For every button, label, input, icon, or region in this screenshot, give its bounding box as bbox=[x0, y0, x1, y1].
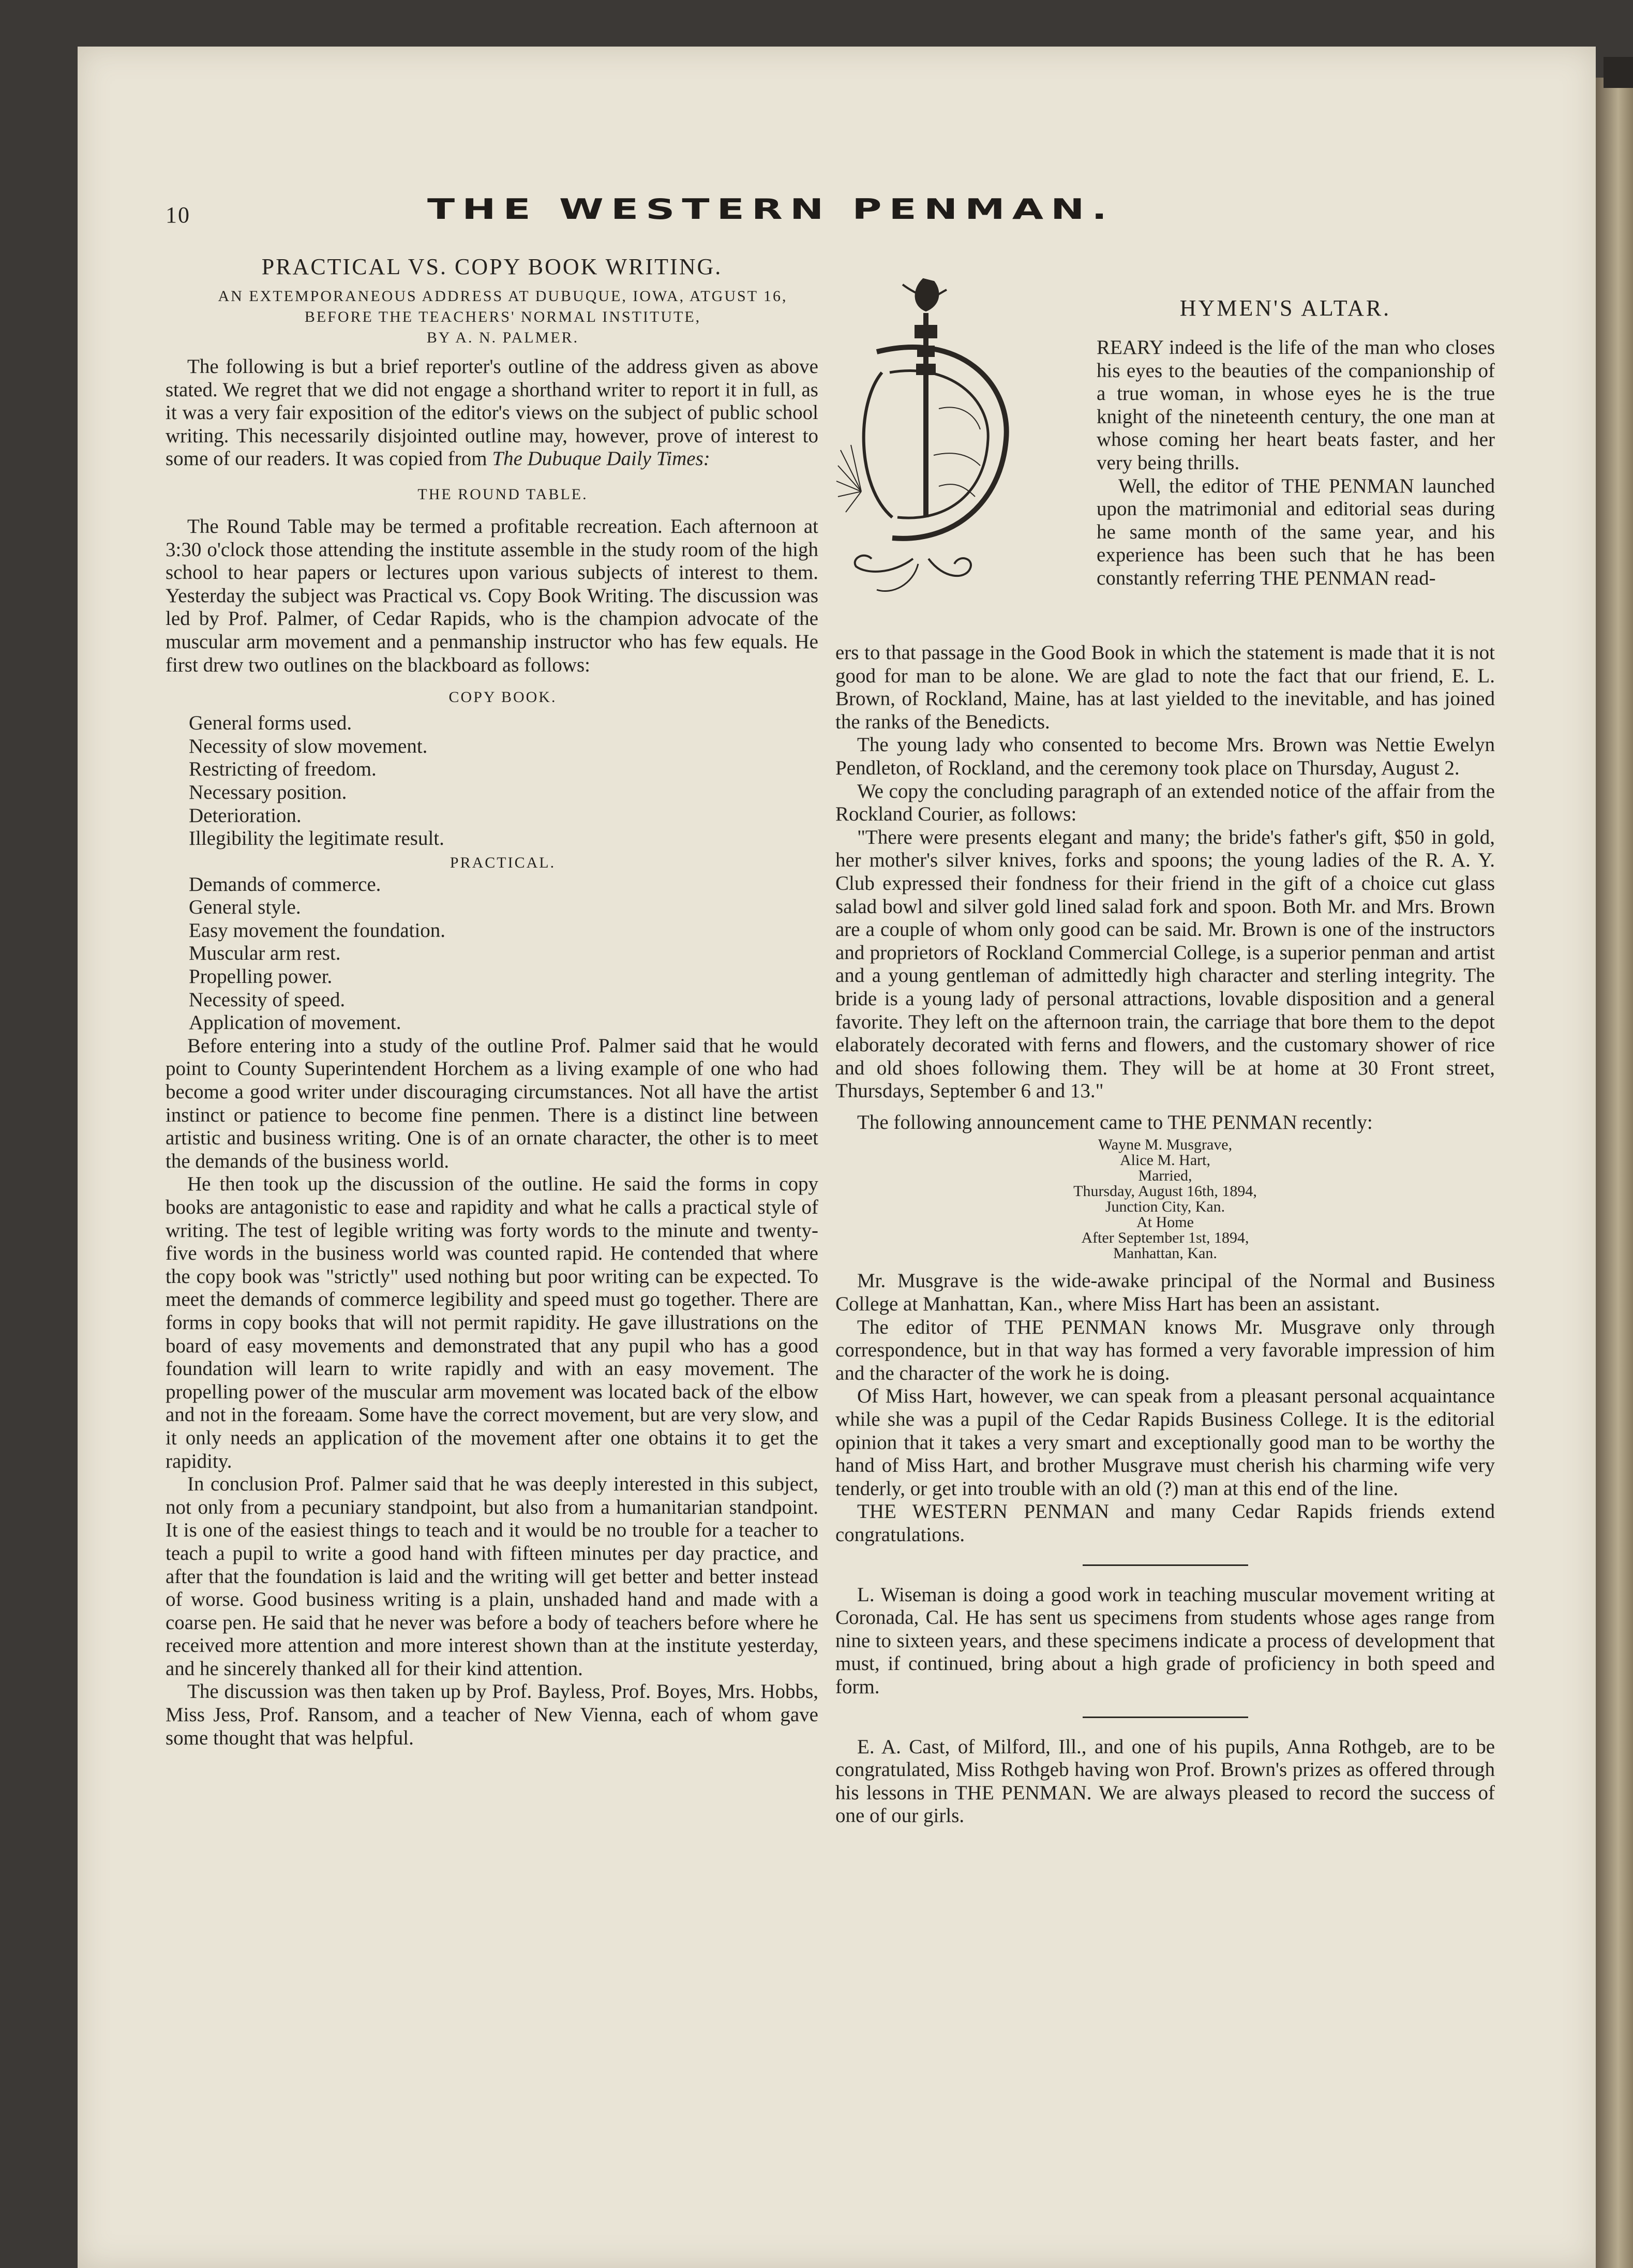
subtitle-line: BY A. N. PALMER. bbox=[426, 329, 579, 346]
announcement-line: Married, bbox=[1138, 1167, 1192, 1185]
left-column bbox=[166, 253, 818, 1750]
article-subtitle bbox=[166, 286, 818, 348]
list-heading: COPY BOOK. bbox=[448, 689, 557, 706]
announcement-line: Manhattan, Kan. bbox=[1113, 1245, 1217, 1262]
subtitle-line: BEFORE THE TEACHERS' NORMAL INSTITUTE, bbox=[304, 308, 701, 325]
announcement-line: Thursday, August 16th, 1894, bbox=[1073, 1183, 1257, 1200]
right-column bbox=[835, 641, 1495, 1828]
paragraph: Mr. Musgrave is the wide-awake principal of the Normal and Business College at Manhattan, Kan., where Miss Hart has been an assistant. bbox=[835, 1270, 1495, 1316]
list-heading: PRACTICAL. bbox=[450, 854, 556, 871]
list-item: Deterioration. bbox=[189, 804, 302, 827]
list-item: General forms used. bbox=[189, 712, 352, 735]
copy-book-list bbox=[189, 712, 818, 850]
masthead: THE WESTERN PENMAN. bbox=[427, 193, 1115, 226]
list-item: Necessity of speed. bbox=[189, 988, 346, 1011]
quoted-paragraph: "There were presents elegant and many; the bride's father's gift, $50 in gold, her mother's silver knives, forks and spoons; the young ladies of the R. A. Y. Club expressed their fondness for their friend in the gift of a choice cut glass salad bowl and silver gold lined salad fork and spoon. Both Mr. and Mrs. Brown are a couple of whom only good can be said. Mr. Brown is one of the instructors and proprietors of Rockland Commercial College, is a superior penman and artist and a young gentleman of admittedly high character and sterling integrity. The bride is a young lady of personal attractions, lovable disposition and a general favorite. They left on the afternoon train, the carriage that bore them to the depot elaborately decorated with ferns and flowers, and the customary shower of rice and old shoes following them. They will be at home at 30 Front street, Thursdays, September 6 and 13." bbox=[835, 826, 1495, 1102]
list-item: Restricting of freedom. bbox=[189, 758, 377, 781]
paragraph: The young lady who consented to become Mrs. Brown was Nettie Ewelyn Pendleton, of Rockland, and the ceremony took place on Thursday, August 2. bbox=[835, 734, 1495, 779]
list-item: Propelling power. bbox=[189, 965, 333, 988]
article-title: HYMEN'S ALTAR. bbox=[1179, 295, 1391, 321]
list-item: Illegibility the legitimate result. bbox=[189, 827, 444, 850]
announcement-line: At Home bbox=[1136, 1214, 1194, 1231]
article-title: PRACTICAL VS. COPY BOOK WRITING. bbox=[261, 254, 723, 279]
announcement-line: Alice M. Hart, bbox=[1120, 1152, 1210, 1169]
page-number: 10 bbox=[166, 202, 190, 228]
decorative-drop-cap-illustration bbox=[835, 269, 1022, 610]
announcement-line: After September 1st, 1894, bbox=[1081, 1229, 1249, 1247]
divider bbox=[1083, 1717, 1248, 1718]
list-item: Demands of commerce. bbox=[189, 873, 381, 896]
paragraph: ers to that passage in the Good Book in which the statement is made that it is not good for man to be alone. We are glad to note the fact that our friend, E. L. Brown, of Rockland, Maine, has at last yielded to the inevitable, and has joined the ranks of the Benedicts. bbox=[835, 641, 1495, 733]
news-note: E. A. Cast, of Milford, Ill., and one of his pupils, Anna Rothgeb, are to be congratulated, Miss Rothgeb having won Prof. Brown's prizes as offered through his lessons in THE PENMAN. We are always pleased to record the success of one of our girls. bbox=[835, 1735, 1495, 1827]
paragraph: THE WESTERN PENMAN and many Cedar Rapids friends extend congratulations. bbox=[835, 1500, 1495, 1546]
list-item: Necessity of slow movement. bbox=[189, 735, 428, 757]
news-note: L. Wiseman is doing a good work in teaching muscular movement writing at Coronada, Cal. He has sent us specimens from students whose ages range from nine to sixteen years, and these specimens indicate a process of development that must, if continued, bring about a high grade of proficiency in both speed and form. bbox=[835, 1583, 1495, 1698]
list-item: Muscular arm rest. bbox=[189, 942, 341, 965]
next-page-edge bbox=[1596, 78, 1633, 2268]
list-item: Necessary position. bbox=[189, 781, 347, 803]
paragraph: REARY indeed is the life of the man who closes his eyes to the beauties of the companionship of a true woman, in whose eyes he is the true knight of the nineteenth century, the one man at whose coming her heart beats faster, and her very being thrills. bbox=[1097, 336, 1495, 474]
paragraph: The editor of THE PENMAN knows Mr. Musgrave only through correspondence, but in that way has formed a very favorable impression of him and the character of the work he is doing. bbox=[835, 1316, 1495, 1384]
paragraph: The discussion was then taken up by Prof. Bayless, Prof. Boyes, Mrs. Hobbs, Miss Jess, Prof. Ransom, and a teacher of New Vienna, each of whom gave some thought that was helpful. bbox=[166, 1680, 818, 1749]
announcement-line: Junction City, Kan. bbox=[1105, 1198, 1225, 1216]
paragraph: We copy the concluding paragraph of an extended notice of the affair from the Rockland Courier, as follows: bbox=[835, 780, 1495, 826]
list-item: General style. bbox=[189, 896, 301, 919]
paragraph: In conclusion Prof. Palmer said that he was deeply interested in this subject, not only from a pecuniary standpoint, but also from a humanitarian standpoint. It is one of the easiest things to teach and it would be no trouble for a teacher to teach a pupil to write a good hand with fifteen minutes per day practice, and after that the foundation is laid and the writing will get better and better instead of worse. Good business writing is a plain, unshaded hand and made with a coarse pen. He said that he never was before a body of teachers before where he received more attention and more interest shown than at the institute yesterday, and he sincerely thanked all for their kind attention. bbox=[166, 1473, 818, 1680]
list-item: Application of movement. bbox=[189, 1011, 401, 1034]
paragraph: The Round Table may be termed a profitable recreation. Each afternoon at 3:30 o'clock those attending the institute assemble in the study room of the high school to hear papers or lectures upon various subjects of interest to them. Yesterday the subject was Practical vs. Copy Book Writing. The discussion was led by Prof. Palmer, of Cedar Rapids, who is the champion advocate of the muscular arm movement and a penmanship instructor who has few equals. He first drew two outlines on the blackboard as follows: bbox=[166, 515, 818, 676]
paragraph: The following announcement came to THE PENMAN recently: bbox=[857, 1111, 1373, 1133]
divider bbox=[1083, 1564, 1248, 1566]
paragraph: He then took up the discussion of the outline. He said the forms in copy books are antagonistic to ease and rapidity and what he calls a practical style of writing. The test of legible writing was forty words to the minute and twenty-five words in the business world was counted rapid. He contended that where the copy book was "strictly" used nothing but poor writing can be expected. To meet the demands of commerce legibility and speed must go together. There are forms in copy books that will not permit rapidity. He gave illustrations on the board of easy movements and demonstrated that any pupil who has a good foundation will learn to write rapidly and with an easy movement. The propelling power of the muscular arm movement was located back of the elbow and not in the foreaam. Some have the correct movement, but are very slow, and it only needs an application of the movement after one obtains it to get the rapidity. bbox=[166, 1173, 818, 1472]
page-gap bbox=[1604, 57, 1633, 88]
paragraph: Well, the editor of THE PENMAN launched upon the matrimonial and editorial seas during he same month of the same year, and his experience has been such that he has been constantly referring THE PENMAN read- bbox=[1097, 474, 1495, 589]
drop-cap-d-icon bbox=[835, 269, 1022, 610]
announcement-line: Wayne M. Musgrave, bbox=[1098, 1136, 1233, 1154]
wedding-announcement bbox=[835, 1137, 1495, 1261]
paragraph: Before entering into a study of the outline Prof. Palmer said that he would point to County Superintendent Horchem as a living example of one who had become a good writer under discouraging circumstances. Not all have the artist instinct or patience to become fine penmen. There is a distinct line between artistic and business writing. One is of an ornate character, the other is to meet the demands of the business world. bbox=[166, 1034, 818, 1172]
subtitle-line: AN EXTEMPORANEOUS ADDRESS AT DUBUQUE, IOWA, ATGUST 16, bbox=[218, 288, 788, 305]
intro-paragraph: The following is but a brief reporter's outline of the address given as above stated. We regret that we did not engage a shorthand writer to report it in full, as it was a very fair exposition of the editor's views on the subject of public school writing. This necessarily disjointed outline may, however, prove of interest to some of our readers. It was copied from The Dubuque Daily Times: bbox=[166, 355, 818, 470]
list-item: Easy movement the foundation. bbox=[189, 919, 446, 942]
section-heading: THE ROUND TABLE. bbox=[417, 485, 588, 503]
paragraph: Of Miss Hart, however, we can speak from a pleasant personal acquaintance while she was a pupil of the Cedar Rapids Business College. It is the editorial opinion that it takes a very smart and exceptionally good man to be worthy the hand of Miss Hart, and brother Musgrave must cherish his charming wife very tenderly, or get into trouble with an old (?) man at this end of the line. bbox=[835, 1385, 1495, 1500]
source-title: The Dubuque Daily Times: bbox=[492, 447, 710, 470]
wrapped-text bbox=[1097, 336, 1495, 590]
practical-list bbox=[189, 873, 818, 1035]
